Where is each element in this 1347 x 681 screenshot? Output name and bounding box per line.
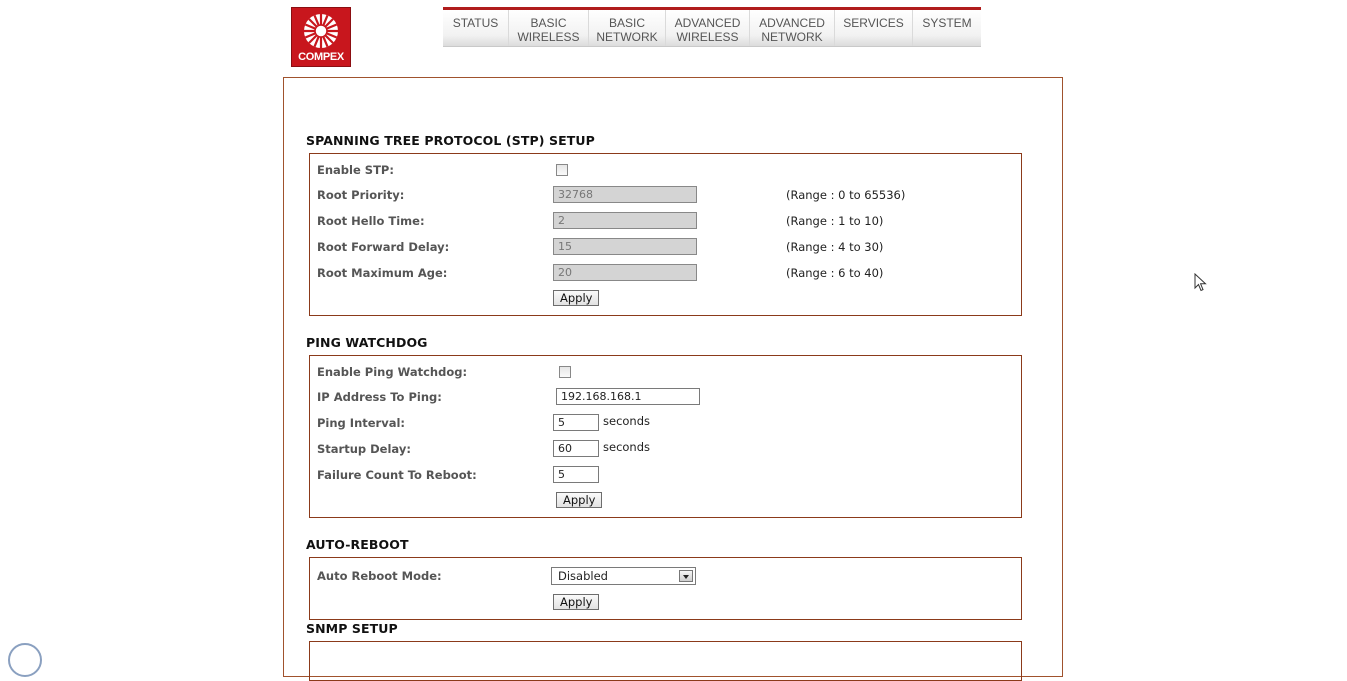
dropdown-arrow-icon[interactable] [679, 570, 693, 582]
root-maximum-age-range: (Range : 6 to 40) [786, 266, 884, 280]
ping-interval-unit: seconds [603, 414, 651, 428]
enable-ping-watchdog-label: Enable Ping Watchdog: [317, 365, 468, 379]
stp-box [309, 153, 1022, 316]
enable-stp-checkbox[interactable] [556, 164, 568, 176]
root-forward-delay-input[interactable]: 15 [553, 238, 697, 255]
root-hello-time-label: Root Hello Time: [317, 214, 425, 228]
root-forward-delay-range: (Range : 4 to 30) [786, 240, 884, 254]
auto-reboot-mode-select[interactable] [551, 567, 696, 585]
stp-section-title: SPANNING TREE PROTOCOL (STP) SETUP [306, 133, 595, 148]
stp-apply-button[interactable]: Apply [553, 290, 599, 306]
compex-logo [291, 7, 351, 67]
nav-item-basic-wireless[interactable]: BASIC WIRELESS [509, 10, 589, 46]
failure-count-input[interactable]: 5 [553, 466, 599, 483]
nav-item-services[interactable]: SERVICES [835, 10, 913, 46]
startup-delay-unit: seconds [603, 440, 651, 454]
startup-delay-input[interactable]: 60 [553, 440, 599, 457]
enable-stp-label: Enable STP: [317, 163, 394, 177]
main-nav [443, 7, 981, 47]
root-hello-time-input[interactable]: 2 [553, 212, 697, 229]
snmp-section-title: SNMP SETUP [306, 621, 398, 636]
root-forward-delay-label: Root Forward Delay: [317, 240, 450, 254]
ping-interval-label: Ping Interval: [317, 416, 406, 430]
failure-count-label: Failure Count To Reboot: [317, 468, 477, 482]
snmp-box [309, 641, 1022, 681]
logo-sunburst-icon [301, 11, 341, 51]
ping-watchdog-section-title: PING WATCHDOG [306, 335, 428, 350]
auto-reboot-mode-label: Auto Reboot Mode: [317, 569, 442, 583]
nav-item-basic-network[interactable]: BASIC NETWORK [589, 10, 666, 46]
root-hello-time-range: (Range : 1 to 10) [786, 214, 884, 228]
auto-reboot-mode-value: Disabled [558, 569, 608, 583]
root-priority-label: Root Priority: [317, 188, 405, 202]
nav-item-status[interactable]: STATUS [443, 10, 509, 46]
ip-address-label: IP Address To Ping: [317, 390, 442, 404]
mouse-cursor-icon [1194, 273, 1208, 293]
logo-text: COMPEX [298, 51, 344, 63]
nav-item-advanced-network[interactable]: ADVANCED NETWORK [750, 10, 835, 46]
ping-apply-button[interactable]: Apply [556, 492, 602, 508]
root-maximum-age-input[interactable]: 20 [553, 264, 697, 281]
ping-interval-input[interactable]: 5 [553, 414, 599, 431]
corner-circle-icon [8, 643, 42, 677]
nav-item-system[interactable]: SYSTEM [922, 16, 972, 30]
ping-watchdog-box [309, 355, 1022, 518]
root-maximum-age-label: Root Maximum Age: [317, 266, 448, 280]
startup-delay-label: Startup Delay: [317, 442, 411, 456]
ip-address-input[interactable]: 192.168.168.1 [556, 388, 700, 405]
auto-reboot-apply-button[interactable]: Apply [553, 594, 599, 610]
root-priority-input[interactable]: 32768 [553, 186, 697, 203]
nav-item-advanced-wireless[interactable]: ADVANCED WIRELESS [666, 10, 750, 46]
enable-ping-watchdog-checkbox[interactable] [559, 366, 571, 378]
auto-reboot-section-title: AUTO-REBOOT [306, 537, 409, 552]
root-priority-range: (Range : 0 to 65536) [786, 188, 906, 202]
